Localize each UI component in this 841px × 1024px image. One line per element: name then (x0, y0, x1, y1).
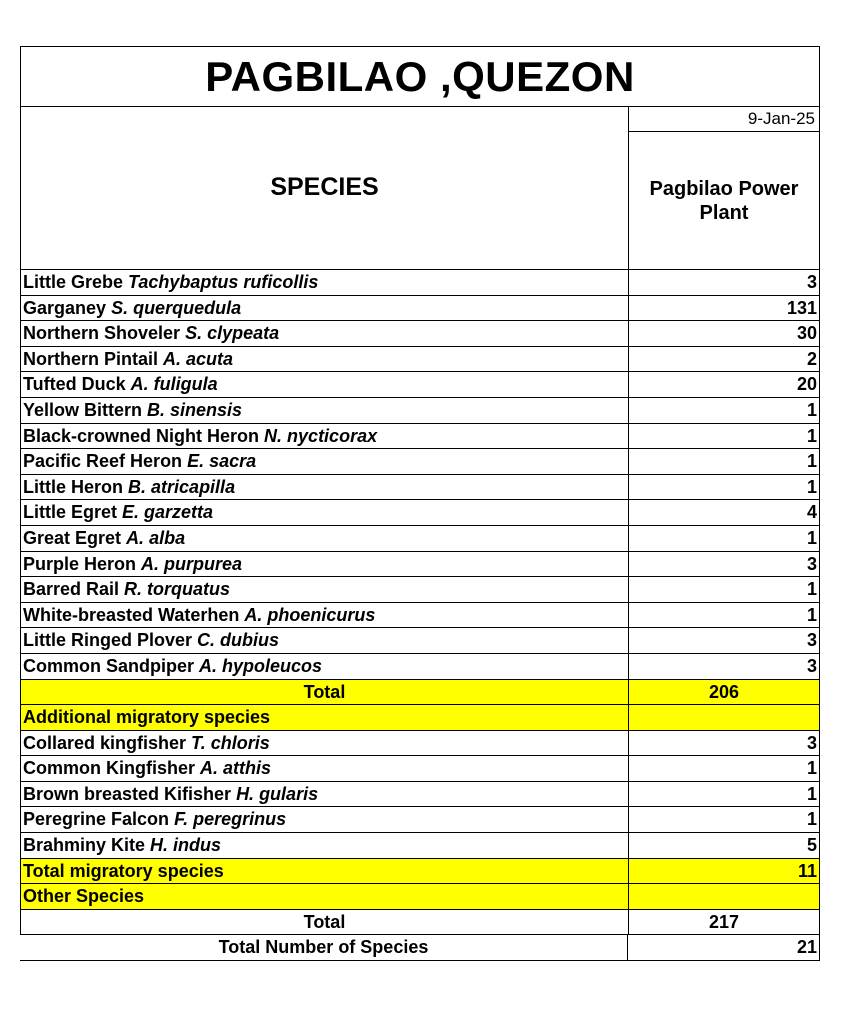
migratory-list (20, 731, 820, 859)
table-row (20, 500, 820, 526)
species-count: 1 (806, 604, 817, 625)
survey-date: 9-Jan-25 (629, 107, 819, 132)
scientific-name: R. torquatus (124, 579, 231, 600)
grand-total-value: 217 (708, 911, 740, 932)
species-name (21, 807, 629, 832)
species-name (21, 833, 629, 858)
table-row (20, 552, 820, 578)
total-row (20, 680, 820, 706)
species-count: 3 (806, 272, 817, 292)
table-row (20, 372, 820, 398)
additional-migratory-label: Additional migratory species (21, 705, 629, 730)
species-name (21, 475, 629, 500)
site-name-line1: Pagbilao Power (649, 177, 799, 200)
common-name: Northern Shoveler (23, 323, 181, 344)
table-row (20, 603, 820, 629)
table-row (20, 321, 820, 347)
site-column-header (629, 107, 819, 269)
common-name: Common Kingfisher (23, 758, 196, 779)
migratory-row (20, 756, 820, 782)
migratory-row (20, 833, 820, 859)
species-count: 20 (796, 374, 817, 395)
common-name: Tufted Duck (23, 374, 131, 395)
species-count: 1 (806, 527, 817, 548)
species-name (21, 526, 629, 551)
total-migratory-value: 11 (797, 860, 817, 881)
species-count: 1 (806, 579, 817, 600)
common-name: Little Grebe (23, 272, 124, 292)
table-row (20, 577, 820, 603)
species-count: 2 (806, 348, 817, 369)
species-count: 131 (786, 297, 817, 318)
table-header (20, 107, 820, 270)
common-name: Little Egret (23, 502, 118, 523)
other-species-row (20, 884, 820, 910)
scientific-name: A. purpurea (141, 553, 243, 574)
species-name (21, 628, 629, 653)
scientific-name: E. sacra (187, 451, 257, 472)
species-name (21, 398, 629, 423)
common-name: White-breasted Waterhen (23, 604, 245, 625)
species-count: 3 (806, 732, 817, 753)
species-count: 1 (806, 476, 817, 497)
species-count: 1 (806, 783, 817, 804)
total-label: Total (21, 680, 629, 705)
site-name (629, 132, 819, 269)
common-name: Peregrine Falcon (23, 809, 170, 830)
species-count-row (20, 935, 820, 961)
species-count: 5 (806, 835, 817, 856)
species-name (21, 372, 629, 397)
common-name: Northern Pintail (23, 348, 159, 369)
common-name: Garganey (23, 297, 107, 318)
other-species-label: Other Species (21, 884, 629, 909)
species-name (21, 731, 629, 756)
table-row (20, 654, 820, 680)
species-name (21, 296, 629, 321)
common-name: Black-crowned Night Heron (23, 425, 260, 446)
scientific-name: H. gularis (236, 783, 319, 804)
species-count: 1 (806, 758, 817, 779)
scientific-name: A. fuligula (130, 374, 218, 395)
total-value: 206 (708, 681, 740, 702)
site-name-line2: Plant (699, 201, 749, 224)
common-name: Yellow Bittern (23, 399, 148, 420)
scientific-name: N. nycticorax (264, 425, 378, 446)
page-title: PAGBILAO ,QUEZON (20, 46, 820, 107)
scientific-name: A. acuta (163, 348, 234, 369)
common-name: Brown breasted Kifisher (23, 783, 232, 804)
species-name (21, 270, 629, 295)
scientific-name: S. querquedula (111, 297, 242, 318)
common-name: Collared kingfisher (23, 732, 192, 753)
common-name: Common Sandpiper (23, 655, 195, 676)
migratory-row (20, 782, 820, 808)
scientific-name: F. peregrinus (174, 809, 287, 830)
species-name (21, 577, 629, 602)
species-column-header (21, 107, 629, 269)
scientific-name: S. clypeata (185, 323, 280, 344)
total-migratory-label: Total migratory species (21, 859, 629, 884)
scientific-name: T. chloris (191, 732, 270, 753)
common-name: Barred Rail (23, 579, 125, 600)
scientific-name: A. alba (126, 527, 186, 548)
scientific-name: E. garzetta (122, 502, 214, 523)
common-name: Great Egret (23, 527, 122, 548)
species-header-label: SPECIES (270, 173, 379, 201)
species-name (21, 756, 629, 781)
table-row (20, 475, 820, 501)
scientific-name: Tachybaptus ruficollis (128, 272, 319, 292)
grand-total-label: Total (21, 910, 629, 935)
species-name (21, 424, 629, 449)
species-table (20, 46, 820, 961)
species-count: 3 (806, 655, 817, 676)
species-count: 1 (806, 451, 817, 472)
scientific-name: H. indus (150, 835, 222, 856)
scientific-name: C. dubius (197, 630, 280, 651)
species-name (21, 321, 629, 346)
table-row (20, 449, 820, 475)
table-row (20, 398, 820, 424)
species-count: 1 (806, 399, 817, 420)
species-count: 1 (806, 809, 817, 830)
total-migratory-row (20, 859, 820, 885)
species-name (21, 782, 629, 807)
grand-total-row (20, 910, 820, 936)
table-row (20, 424, 820, 450)
species-name (21, 552, 629, 577)
species-name (21, 449, 629, 474)
species-name (21, 347, 629, 372)
species-count: 3 (806, 553, 817, 574)
scientific-name: A. hypoleucos (199, 655, 323, 676)
species-name (21, 654, 629, 679)
species-name (21, 500, 629, 525)
species-count: 3 (806, 630, 817, 651)
common-name: Little Ringed Plover (23, 630, 193, 651)
species-count: 1 (806, 425, 817, 446)
scientific-name: A. atthis (200, 758, 272, 779)
table-row (20, 526, 820, 552)
common-name: Brahminy Kite (23, 835, 146, 856)
scientific-name: A. phoenicurus (244, 604, 376, 625)
table-row (20, 296, 820, 322)
species-count-value: 21 (796, 937, 817, 958)
additional-migratory-header (20, 705, 820, 731)
migratory-row (20, 731, 820, 757)
species-count-label: Total Number of Species (20, 935, 628, 960)
species-list (20, 270, 820, 680)
table-row (20, 628, 820, 654)
common-name: Purple Heron (23, 553, 137, 574)
migratory-row (20, 807, 820, 833)
table-row (20, 270, 820, 296)
table-row (20, 347, 820, 373)
scientific-name: B. atricapilla (128, 476, 236, 497)
species-count: 30 (796, 323, 817, 344)
species-count: 4 (806, 502, 817, 523)
species-name (21, 603, 629, 628)
common-name: Little Heron (23, 476, 124, 497)
scientific-name: B. sinensis (147, 399, 243, 420)
common-name: Pacific Reef Heron (23, 451, 183, 472)
